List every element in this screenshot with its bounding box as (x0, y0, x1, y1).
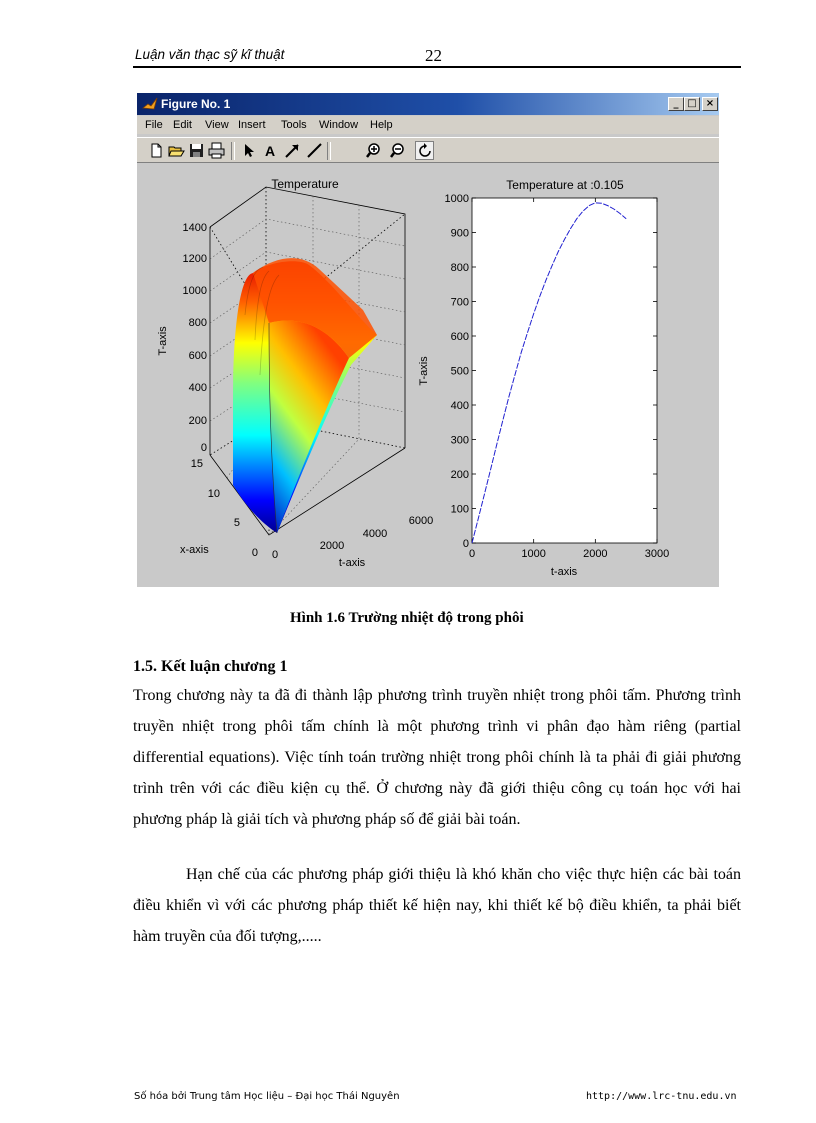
line-icon[interactable] (305, 141, 324, 160)
open-file-icon[interactable] (167, 141, 186, 160)
line-chart-axes-box (472, 198, 657, 543)
z-tick-400: 400 (188, 382, 207, 394)
surface-zlabel: T-axis (157, 326, 169, 356)
toolbar-separator (231, 142, 235, 160)
y-tick-label: 500 (450, 365, 469, 378)
arrow-line-icon[interactable] (283, 141, 302, 160)
minimize-button[interactable]: _ (668, 97, 684, 111)
line-chart-xlabel: t-axis (550, 566, 578, 578)
x-tick-10: 10 (207, 488, 220, 500)
x-tick-0: 0 (251, 547, 258, 559)
zoom-out-icon[interactable] (389, 141, 408, 160)
header-title: Luận văn thạc sỹ kĩ thuật (135, 47, 285, 62)
arrow-pointer-icon[interactable] (239, 141, 258, 160)
section-heading: 1.5. Kết luận chương 1 (133, 658, 288, 675)
x-tick-label: 3000 (644, 548, 670, 560)
z-tick-1000: 1000 (182, 285, 207, 297)
close-button[interactable]: × (702, 97, 718, 111)
x-tick-label: 1000 (521, 548, 546, 560)
y-tick-label: 200 (450, 469, 469, 481)
x-tick-15: 15 (190, 458, 203, 470)
y-tick-label: 800 (450, 262, 469, 274)
maximize-button[interactable]: □ (684, 97, 700, 111)
surface-chart-title: Temperature (271, 177, 339, 191)
y-tick-label: 1000 (444, 193, 469, 205)
menu-view[interactable]: View (205, 119, 229, 131)
y-tick-label: 100 (450, 503, 469, 516)
line-chart-ylabel: T-axis (418, 356, 430, 386)
z-tick-1400: 1400 (182, 222, 207, 234)
window-titlebar[interactable] (137, 93, 719, 115)
save-icon[interactable] (187, 141, 206, 160)
header-rule (133, 66, 741, 68)
y-tick-label: 0 (462, 538, 469, 550)
matlab-logo-icon (142, 96, 158, 112)
z-tick-800: 800 (188, 317, 207, 329)
text-a-icon[interactable] (261, 141, 280, 160)
menu-insert[interactable]: Insert (238, 119, 266, 131)
surface-ylabel: x-axis (180, 544, 209, 556)
paragraph: Trong chương này ta đã đi thành lập phương trình truyền nhiệt trong phôi tấm. Phương trình truyền nhiệt trong phôi tấm chính là một phương trình vi phân đạo hàm riêng (partial differential equations). Việc tính toán trường nhiệt trong phôi chính là ta phải đi giải phương trình trên với các điều kiện cụ thể. Ở chương này đã giới thiệu công cụ toán học với hai phương pháp là giải tích và phương pháp số để giải bài toán. (133, 687, 741, 828)
y-tick-label: 400 (450, 400, 469, 412)
x-tick-label: 0 (468, 548, 476, 560)
menu-tools[interactable]: Tools (281, 119, 307, 131)
figure-caption: Hình 1.6 Trường nhiệt độ trong phôi (290, 610, 524, 626)
x-tick-label: 2000 (583, 548, 608, 560)
z-tick-1200: 1200 (182, 253, 207, 265)
window-title: Figure No. 1 (161, 97, 231, 111)
y-tick-label: 600 (450, 331, 469, 343)
toolbar-separator (327, 142, 331, 160)
surface-chart (157, 177, 433, 569)
paragraph: Hạn chế của các phương pháp giới thiệu là khó khăn cho việc thực hiện các bài toán điều khiển vì với các phương pháp thiết kế hiện nay, khi thiết kế bộ điều khiển, ta phải biết hàm truyền của đối tượng,..... (133, 866, 741, 945)
t-tick-0: 0 (271, 549, 279, 561)
figure-toolbar (137, 137, 719, 163)
line-chart (418, 178, 669, 578)
plot-area (137, 165, 719, 587)
print-icon[interactable] (207, 141, 226, 160)
z-tick-200: 200 (188, 415, 207, 427)
t-tick-6000: 6000 (408, 515, 434, 527)
z-tick-0: 0 (200, 442, 207, 454)
menu-file[interactable]: File (145, 119, 163, 131)
text-tool-label: A (265, 143, 276, 159)
temperature-surface (233, 258, 377, 533)
page-number: 22 (425, 46, 442, 65)
z-tick-600: 600 (188, 350, 207, 362)
footer-left: Số hóa bởi Trung tâm Học liệu – Đại học Thái Nguyên (134, 1091, 400, 1102)
menu-window[interactable]: Window (319, 119, 359, 131)
zoom-in-icon[interactable] (365, 141, 384, 160)
menu-bar (137, 116, 719, 134)
matlab-figure-window (137, 93, 719, 587)
rotate-icon[interactable] (415, 141, 434, 160)
footer-url[interactable]: http://www.lrc-tnu.edu.vn (586, 1091, 737, 1102)
y-tick-label: 700 (450, 296, 469, 309)
y-tick-label: 300 (450, 434, 469, 447)
surface-xlabel: t-axis (338, 557, 366, 569)
menu-help[interactable]: Help (370, 119, 393, 131)
menu-edit[interactable]: Edit (173, 119, 192, 131)
new-file-icon[interactable] (147, 141, 166, 160)
y-tick-label: 900 (450, 227, 469, 240)
figure-canvas (137, 165, 719, 587)
line-chart-title: Temperature at :0.105 (506, 178, 624, 192)
t-tick-2000: 2000 (319, 540, 345, 552)
t-tick-4000: 4000 (362, 528, 388, 540)
x-tick-5: 5 (233, 517, 240, 529)
